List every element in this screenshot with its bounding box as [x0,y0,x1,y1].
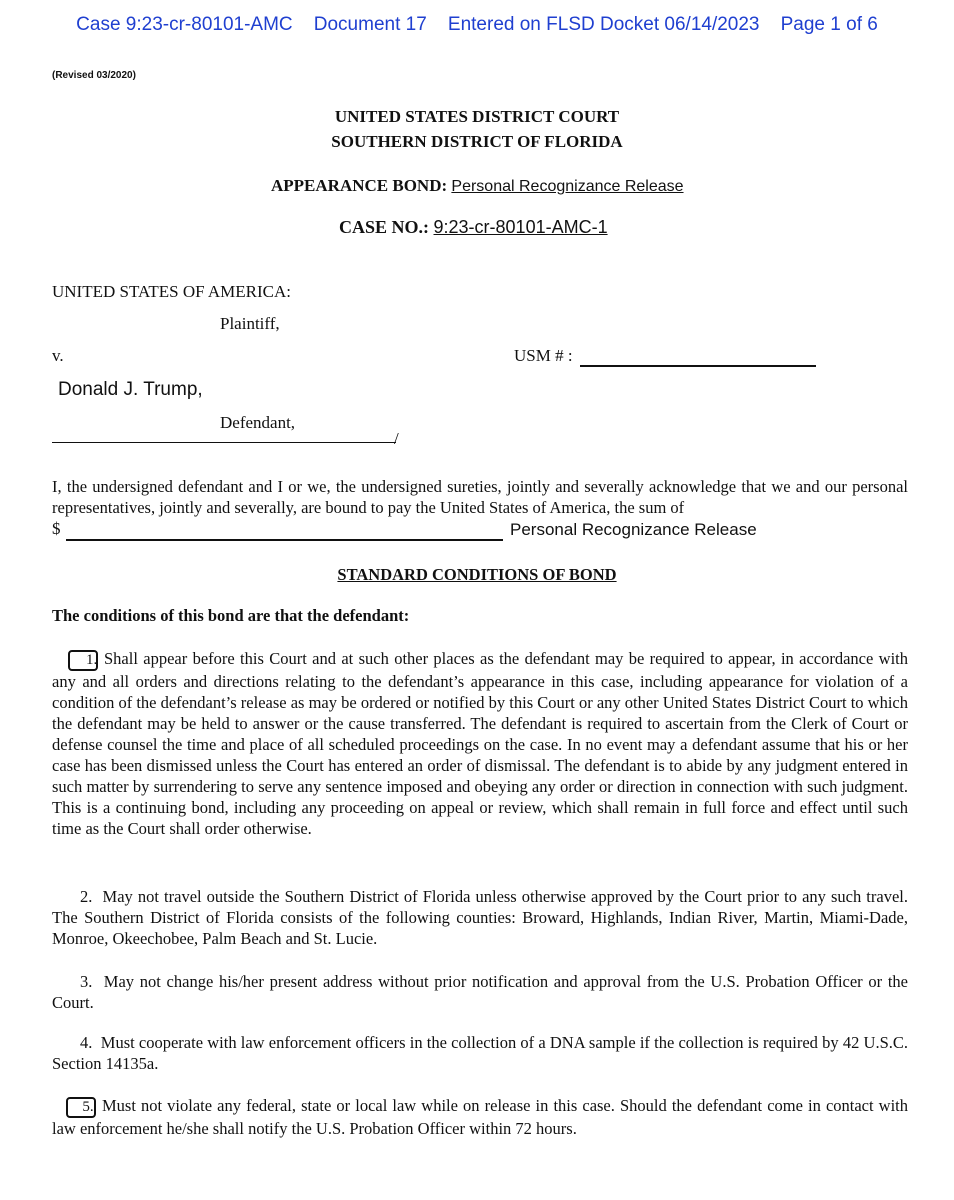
docket-stamp [0,14,954,36]
condition-number: 2. [80,887,93,906]
condition-3 [52,971,908,1013]
condition-2 [52,886,908,949]
revised-note: (Revised 03/2020) [52,70,136,81]
caption-slash: / [394,429,399,448]
condition-1 [52,648,908,839]
condition-number-box: 1. [68,650,98,671]
stamp-page: Page 1 of 6 [780,14,878,35]
caption-rule [52,432,396,443]
stamp-case: Case 9:23-cr-80101-AMC [76,14,293,35]
acknowledgement-text: I, the undersigned defendant and I or we, the undersigned sureties, jointly and severally acknowledge that we and our personal representatives, jointly and severally, are bound to pay the United States of America, the sum of [52,477,908,517]
condition-text: Shall appear before this Court and at such other places as the defendant may be required to appear, in accordance with any and all orders and directions relating to the defendant’s appearance in this case, including appearance for violation of a condition of the defendant’s release as may be ordered or notified by this Court or any other United States District Court to which the defendant may be held to answer or the cause transferred. The defendant is required to ascertain from the Clerk of Court or defense counsel the time and place of all scheduled proceedings on the case. In no event may a defendant assume that his or her case has been dismissed unless the Court has entered an order of dismissal. The defendant is to abide by any judgment entered in such matter by surrendering to serve any sentence imposed and obeying any order or direction in connection with such judgment. This is a continuing bond, including any proceeding on appeal or review, which shall remain in full force and effect until such time as the Court shall order otherwise. [52,649,908,838]
usm-number-line [580,348,816,367]
bond-amount: Personal Recognizance Release [510,520,757,539]
condition-text: Must not violate any federal, state or local law while on release in this case. Should the defendant come in contact with law enforcement he/she shall notify the U.S. Probation Officer within 72 hours. [52,1096,908,1138]
bond-label: APPEARANCE BOND: [271,176,448,195]
case-no-label: CASE NO.: [339,217,430,237]
condition-4 [52,1032,908,1074]
court-district: SOUTHERN DISTRICT OF FLORIDA [331,132,623,151]
condition-number-box: 5. [66,1097,96,1118]
plaintiff-label: Plaintiff, [220,314,280,333]
versus: v. [52,346,64,365]
condition-5 [52,1095,908,1139]
bond-type-value: Personal Recognizance Release [451,178,684,195]
case-no-value: 9:23-cr-80101-AMC-1 [433,217,608,237]
conditions-intro: The conditions of this bond are that the defendant: [52,606,410,625]
usm-label: USM # : [514,346,573,365]
defendant-name: Donald J. Trump, [58,379,203,400]
defendant-label: Defendant, [220,413,296,432]
dollar-sign: $ [52,519,61,538]
conditions-heading: STANDARD CONDITIONS OF BOND [337,565,617,584]
court-name: UNITED STATES DISTRICT COURT [334,107,620,126]
case-number-row [339,217,608,238]
condition-text: May not travel outside the Southern District of Florida unless otherwise approved by the Court prior to any such travel. The Southern District of Florida consists of the following counties: Broward, Highlands, Indian River, Martin, Miami-Dade, Monroe, Okeechobee, Palm Beach and St. Lucie. [52,887,908,948]
stamp-document: Document 17 [313,14,427,35]
stamp-entered: Entered on FLSD Docket 06/14/2023 [447,14,760,35]
condition-text: May not change his/her present address without prior notification and approval from the U.S. Probation Officer or the Court. [52,972,908,1012]
condition-text: Must cooperate with law enforcement officers in the collection of a DNA sample if the collection is required by 42 U.S.C. Section 14135a. [52,1033,908,1073]
condition-number: 4. [80,1033,93,1052]
amount-line [66,523,503,541]
bond-type-row [271,176,684,196]
condition-number: 3. [80,972,93,991]
plaintiff-name: UNITED STATES OF AMERICA: [52,282,292,301]
